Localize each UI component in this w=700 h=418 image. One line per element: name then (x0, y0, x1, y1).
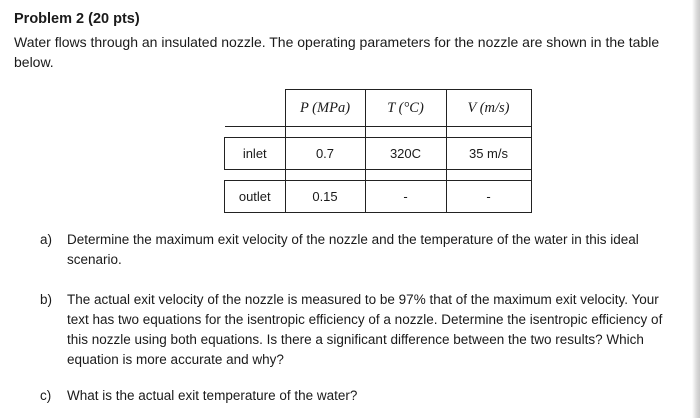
header-temperature: T (°C) (365, 90, 446, 127)
page-edge-shadow (692, 0, 700, 418)
question-text: The actual exit velocity of the nozzle is measured to be 97% that of the maximum exit velocity. Your text has two equations for the isentropic efficiency of a nozzle. Determine the isentropic efficiency of this nozzle using both equations. Is there a significant difference between the two results? Which equation is more accurate and why? (67, 292, 663, 367)
problem-intro: Water flows through an insulated nozzle. The operating parameters for the nozzle are shown in the table below. (14, 34, 660, 70)
outlet-pressure: 0.15 (285, 181, 365, 213)
question-letter: a) (40, 232, 53, 247)
outlet-temperature: - (365, 181, 446, 213)
table-corner (225, 90, 286, 127)
problem-title: Problem 2 (20 pts) (14, 11, 140, 27)
question-letter: b) (40, 292, 53, 307)
table-spacer-row (225, 170, 532, 181)
table-header-row (225, 90, 532, 127)
outlet-velocity: - (446, 181, 531, 213)
table-row (225, 138, 532, 170)
table-spacer-row (225, 127, 532, 138)
inlet-pressure: 0.7 (285, 138, 365, 170)
row-label-inlet: inlet (225, 138, 286, 170)
table-row (225, 181, 532, 213)
parameters-table (224, 89, 532, 213)
question-letter: c) (40, 388, 52, 403)
header-pressure: P (MPa) (285, 90, 365, 127)
header-velocity: V (m/s) (446, 90, 531, 127)
inlet-temperature: 320C (365, 138, 446, 170)
inlet-velocity: 35 m/s (446, 138, 531, 170)
question-text: What is the actual exit temperature of the water? (67, 388, 358, 403)
question-text: Determine the maximum exit velocity of the nozzle and the temperature of the water in this ideal scenario. (67, 232, 639, 267)
row-label-outlet: outlet (225, 181, 286, 213)
